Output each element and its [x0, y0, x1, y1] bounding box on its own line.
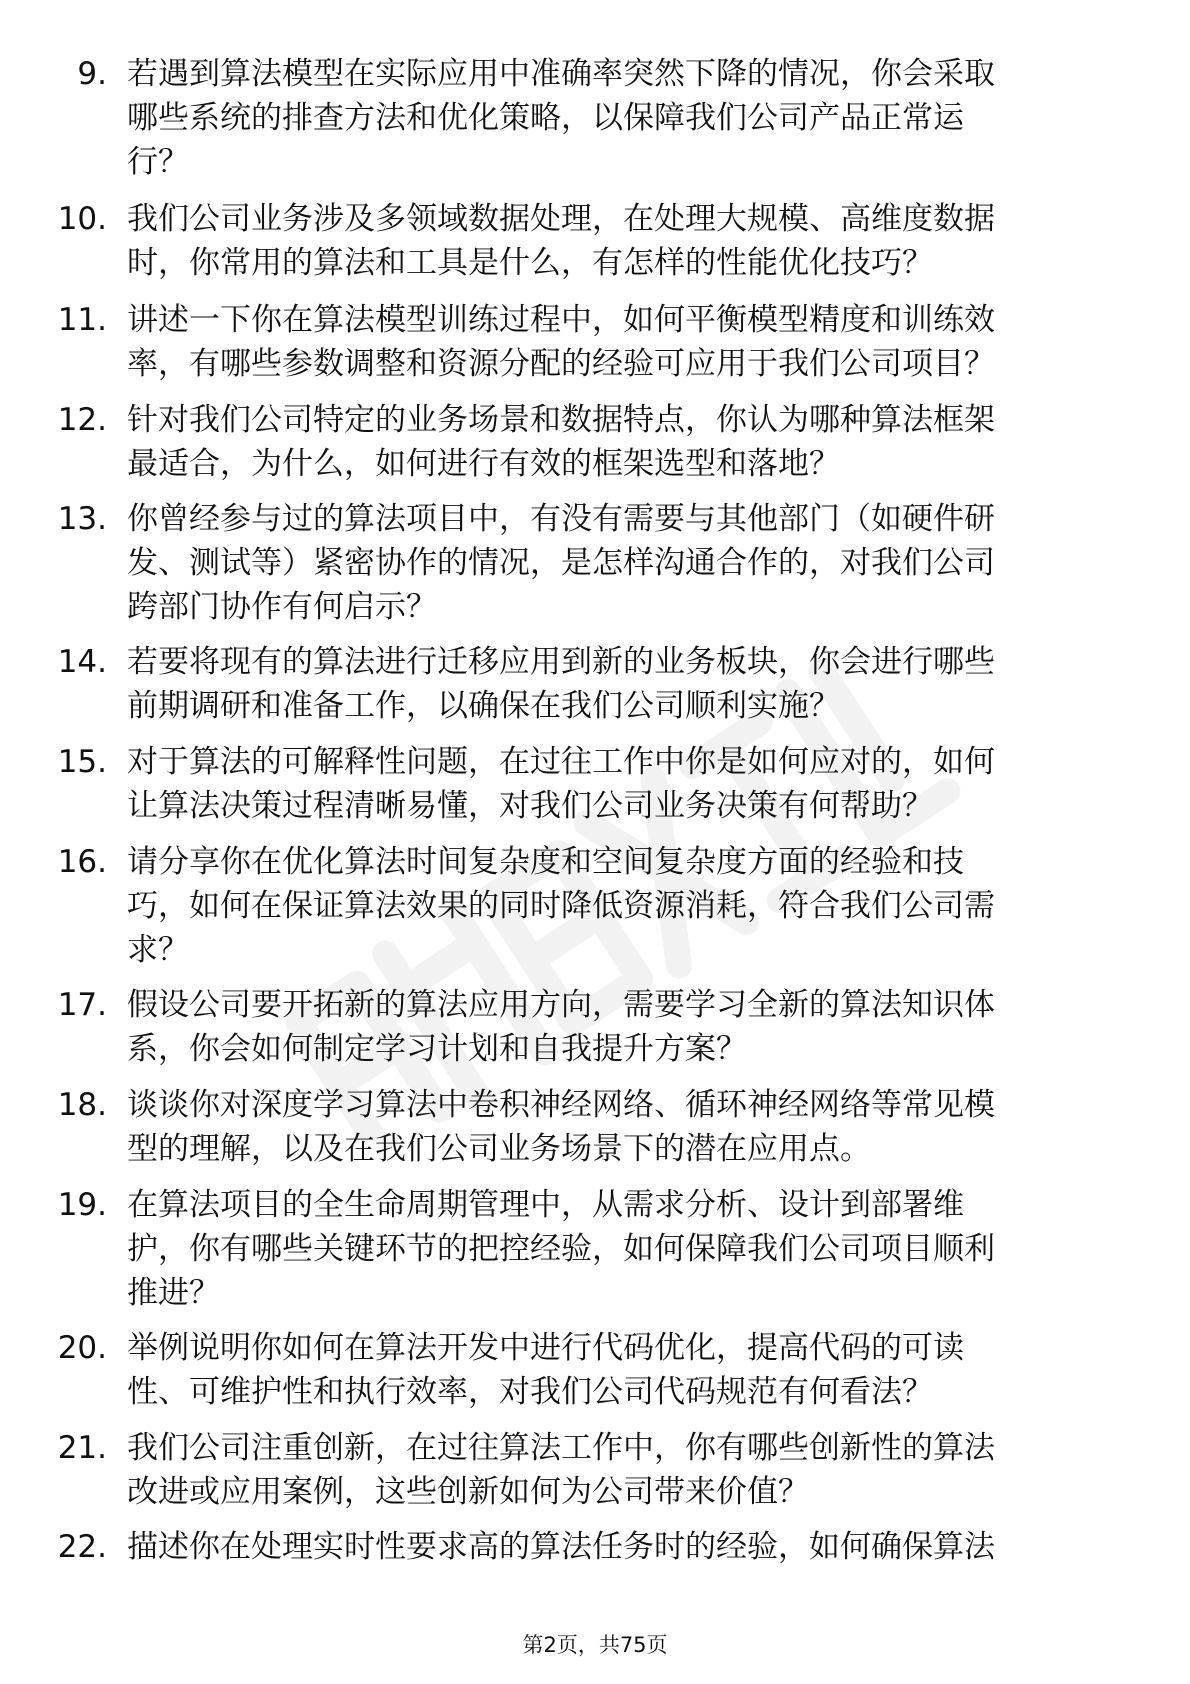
item-text [127, 1525, 1112, 1569]
item-line: 举例说明你如何在算法开发中进行代码优化，提高代码的可读 [127, 1330, 964, 1366]
item-line: 时，你常用的算法和工具是什么，有怎样的性能优化技巧？ [127, 245, 933, 281]
item-number: 12. [57, 402, 107, 438]
item-number: 14. [57, 644, 107, 680]
item-number: 10. [57, 201, 107, 237]
item-text [127, 1426, 1112, 1514]
item-text [127, 640, 1112, 728]
item-line: 若要将现有的算法进行迁移应用到新的业务板块，你会进行哪些 [127, 644, 995, 680]
item-line: 讲述一下你在算法模型训练过程中，如何平衡模型精度和训练效 [127, 302, 995, 338]
item-line: 假设公司要开拓新的算法应用方向，需要学习全新的算法知识体 [127, 987, 995, 1023]
item-text [127, 52, 1112, 184]
item-number: 20. [57, 1330, 107, 1366]
item-line: 描述你在处理实时性要求高的算法任务时的经验，如何确保算法 [127, 1529, 995, 1565]
item-line: 谈谈你对深度学习算法中卷积神经网络、循环神经网络等常见模 [127, 1087, 995, 1123]
item-line: 性、可维护性和执行效率，对我们公司代码规范有何看法？ [127, 1374, 933, 1410]
item-line: 对于算法的可解释性问题，在过往工作中你是如何应对的，如何 [127, 744, 995, 780]
item-line: 跨部门协作有何启示？ [127, 589, 437, 625]
item-line: 行？ [127, 144, 189, 180]
item-text [127, 1326, 1112, 1414]
item-text [127, 398, 1112, 486]
item-line: 我们公司注重创新，在过往算法工作中，你有哪些创新性的算法 [127, 1430, 995, 1466]
item-number: 22. [57, 1529, 107, 1565]
item-text [127, 840, 1112, 972]
item-number: 17. [57, 987, 107, 1023]
item-number: 13. [57, 501, 107, 537]
item-number: 9. [77, 56, 107, 92]
item-text [127, 740, 1112, 828]
item-number: 18. [57, 1087, 107, 1123]
item-line: 发、测试等）紧密协作的情况，是怎样沟通合作的，对我们公司 [127, 545, 995, 581]
item-number: 15. [57, 744, 107, 780]
item-line: 最适合，为什么，如何进行有效的框架选型和落地？ [127, 446, 840, 482]
item-number: 19. [57, 1187, 107, 1223]
item-text [127, 1183, 1112, 1315]
item-line: 推进？ [127, 1275, 220, 1311]
item-line: 针对我们公司特定的业务场景和数据特点，你认为哪种算法框架 [127, 402, 995, 438]
item-line: 我们公司业务涉及多领域数据处理，在处理大规模、高维度数据 [127, 201, 995, 237]
item-text [127, 497, 1112, 629]
item-line: 型的理解，以及在我们公司业务场景下的潜在应用点。 [127, 1131, 871, 1167]
item-line: 巧，如何在保证算法效果的同时降低资源消耗，符合我们公司需 [127, 888, 995, 924]
item-number: 11. [57, 302, 107, 338]
item-text [127, 298, 1112, 386]
item-line: 你曾经参与过的算法项目中，有没有需要与其他部门（如硬件研 [127, 501, 995, 537]
item-text [127, 197, 1112, 285]
item-line: 改进或应用案例，这些创新如何为公司带来价值？ [127, 1474, 809, 1510]
item-text [127, 1083, 1112, 1171]
item-line: 前期调研和准备工作，以确保在我们公司顺利实施？ [127, 688, 840, 724]
item-line: 在算法项目的全生命周期管理中，从需求分析、设计到部署维 [127, 1187, 964, 1223]
item-line: 求？ [127, 932, 189, 968]
item-text [127, 983, 1112, 1071]
item-line: 率，有哪些参数调整和资源分配的经验可应用于我们公司项目？ [127, 346, 995, 382]
item-line: 请分享你在优化算法时间复杂度和空间复杂度方面的经验和技 [127, 844, 964, 880]
item-line: 系，你会如何制定学习计划和自我提升方案？ [127, 1031, 747, 1067]
item-line: 让算法决策过程清晰易懂，对我们公司业务决策有何帮助？ [127, 788, 933, 824]
item-number: 21. [57, 1430, 107, 1466]
item-line: 若遇到算法模型在实际应用中准确率突然下降的情况，你会采取 [127, 56, 995, 92]
page-number: 第2页，共75页 [522, 1633, 668, 1657]
item-line: 哪些系统的排查方法和优化策略，以保障我们公司产品正常运 [127, 100, 964, 136]
item-line: 护，你有哪些关键环节的把控经验，如何保障我们公司项目顺利 [127, 1231, 995, 1267]
item-number: 16. [57, 844, 107, 880]
